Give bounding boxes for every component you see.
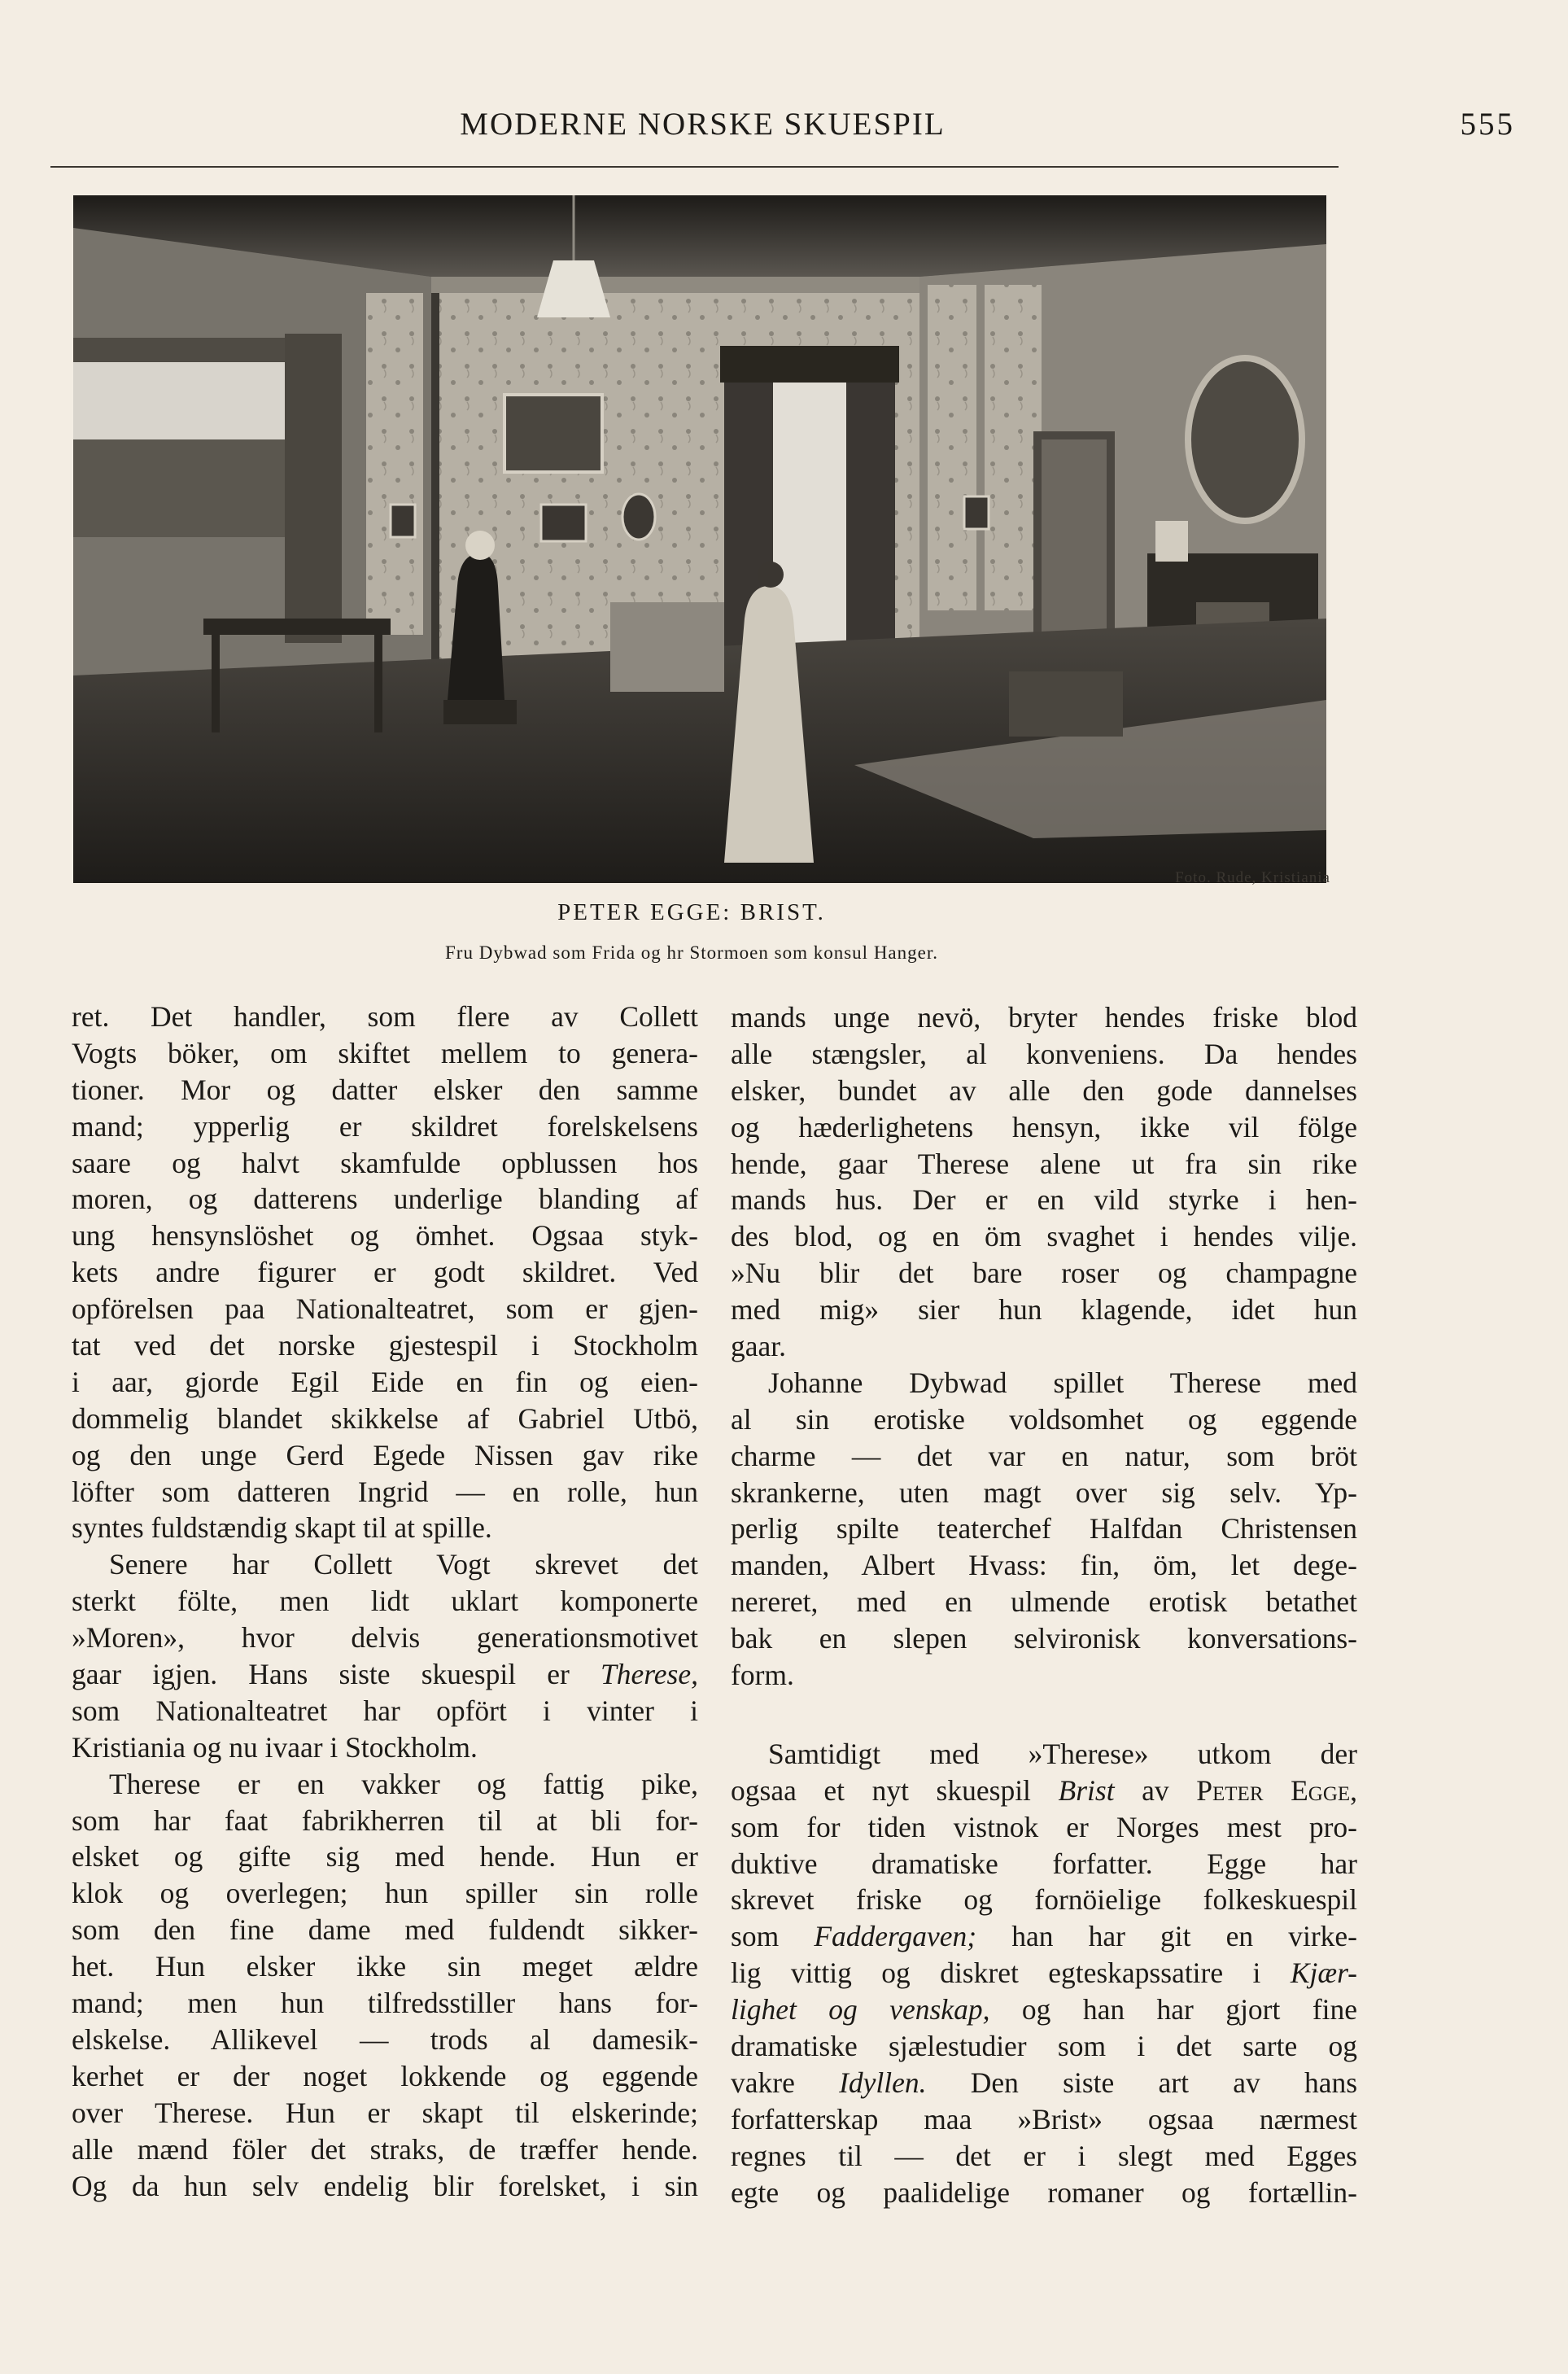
text-run: Den siste art av hans: [970, 2066, 1358, 2099]
text-line: med mig» sier hun klagende, idet hun: [731, 1293, 1357, 1327]
text-run: av: [1142, 1773, 1169, 1807]
text-line: Therese er en vakker og fattig pike,: [109, 1767, 698, 1800]
play-title-kjaerlighet-cont: lighet og venskap,: [731, 1993, 990, 2026]
text-line: löfter som datteren Ingrid — en rolle, hun: [72, 1475, 698, 1508]
text-line: elsker, bundet av alle den gode dannelses: [731, 1073, 1357, 1107]
text-line: [731, 2065, 1357, 2101]
text-run: ogsaa et nyt skuespil: [731, 1773, 1031, 1807]
text-line: som den fine dame med fuldendt sikker-: [72, 1913, 698, 1947]
text-line: [731, 1918, 1357, 1955]
text-line: moren, og datterens underlige blanding af: [72, 1183, 698, 1216]
text-line: som har faat fabrikherren til at bli for-: [72, 1803, 698, 1837]
text-line: het. Hun elsker ikke sin meget ældre: [72, 1950, 698, 1983]
text-line: Senere har Collett Vogt skrevet det: [109, 1548, 698, 1581]
text-run: vakre: [731, 2066, 795, 2099]
running-title: MODERNE NORSKE SKUESPIL: [460, 107, 946, 142]
play-title-therese: Therese,: [601, 1658, 698, 1691]
text-line: tat ved det norske gjestespil i Stockholm: [72, 1329, 698, 1362]
text-line: dramatiske sjælestudier som i det sarte og: [731, 2030, 1357, 2063]
text-line: egte og paalidelige romaner og fortællin-: [731, 2175, 1357, 2209]
text-line: »Nu blir det bare roser og champagne: [731, 1257, 1357, 1290]
text-line: mand; ypperlig er skildret forelskelsens: [72, 1109, 698, 1143]
paragraph-gap: [731, 1694, 1357, 1736]
text-line: sterkt fölte, men lidt uklart komponerte: [72, 1585, 698, 1618]
text-run: og han har gjort fine: [1021, 1993, 1358, 2026]
text-line: »Moren», hvor delvis generationsmotivet: [72, 1621, 698, 1655]
text-line: [731, 1991, 1357, 2028]
play-title-brist: Brist: [1058, 1773, 1115, 1807]
text-line: mands hus. Der er en vild styrke i hen-: [731, 1183, 1357, 1217]
text-line: opförelsen paa Nationalteatret, som er gjen-: [72, 1292, 698, 1326]
text-line: alle stængsler, al konveniens. Da hendes: [731, 1037, 1357, 1070]
play-title-kjaerlighet: Kjær-: [1290, 1956, 1357, 1990]
text-line: som Nationalteatret har opfört i vinter i: [72, 1694, 698, 1727]
text-line: tioner. Mor og datter elsker den samme: [72, 1073, 698, 1106]
text-line: kets andre figurer er godt skildret. Ved: [72, 1256, 698, 1289]
text-run: gaar igjen. Hans siste skuespil er: [72, 1658, 570, 1691]
text-line: [72, 1656, 698, 1693]
photo-credit: Foto. Rude, Kristiania: [1175, 869, 1330, 886]
text-line: hende, gaar Therese alene ut fra sin rike: [731, 1147, 1357, 1180]
author-name: Peter Egge,: [1196, 1773, 1358, 1807]
text-line: elsket og gifte sig med hende. Hun er: [72, 1840, 698, 1873]
text-line: Vogts böker, om skiftet mellem to genera-: [72, 1036, 698, 1069]
text-line: kerhet er der noget lokkende og eggende: [72, 2059, 698, 2092]
text-line: og den unge Gerd Egede Nissen gav rike: [72, 1438, 698, 1471]
play-title-faddergaven: Faddergaven;: [814, 1920, 977, 1953]
text-line: Johanne Dybwad spillet Therese med: [768, 1366, 1357, 1399]
text-line: over Therese. Hun er skapt til elskerinde;: [72, 2096, 698, 2129]
text-line: skrankerne, uten magt over sig selv. Yp-: [731, 1476, 1357, 1509]
text-line: forfatterskap maa »Brist» ogsaa nærmest: [731, 2102, 1357, 2136]
text-line: Kristiania og nu ivaar i Stockholm.: [72, 1730, 478, 1764]
text-line: bak en slepen selvironisk konversations-: [731, 1622, 1357, 1655]
text-line: skrevet friske og fornöielige folkeskuespil: [731, 1883, 1357, 1917]
text-line: [731, 1773, 1357, 1809]
text-line: gaar.: [731, 1330, 787, 1363]
text-line: i aar, gjorde Egil Eide en fin og eien-: [72, 1365, 698, 1398]
text-line: mands unge nevö, bryter hendes friske blod: [731, 1001, 1357, 1034]
header-rule: [50, 166, 1339, 168]
text-line: klok og overlegen; hun spiller sin rolle: [72, 1877, 698, 1910]
text-line: al sin erotiske voldsomhet og eggende: [731, 1402, 1357, 1436]
text-line: regnes til — det er i slegt med Egges: [731, 2139, 1357, 2172]
text-run: lig vittig og diskret egteskapssatire i: [731, 1956, 1261, 1990]
caption-title: PETER EGGE: BRIST.: [557, 899, 826, 925]
text-line: syntes fuldstændig skapt til at spille.: [72, 1511, 492, 1545]
text-line: Og da hun selv endelig blir forelsket, i sin: [72, 2169, 698, 2202]
page-number: 555: [1460, 107, 1515, 142]
right-column: [731, 999, 1357, 2211]
text-line: perlig spilte teaterchef Halfdan Christensen: [731, 1512, 1357, 1546]
stage-photograph: [73, 195, 1326, 883]
text-line: manden, Albert Hvass: fin, öm, let dege-: [731, 1549, 1357, 1582]
left-column: [72, 999, 698, 2204]
text-line: saare og halvt skamfulde opblussen hos: [72, 1146, 698, 1179]
text-line: form.: [731, 1659, 794, 1692]
text-line: elskelse. Allikevel — trods al damesik-: [72, 2022, 698, 2056]
text-line: duktive dramatiske forfatter. Egge har: [731, 1847, 1357, 1880]
text-line: dommelig blandet skikkelse af Gabriel Utbö,: [72, 1401, 698, 1435]
text-line: ret. Det handler, som flere av Collett: [72, 1000, 698, 1033]
text-line: des blod, og en öm svaghet i hendes vilje.: [731, 1220, 1357, 1253]
caption-subtitle: Fru Dybwad som Frida og hr Stormoen som konsul Hanger.: [445, 942, 938, 963]
text-run: han har git en virke-: [1011, 1920, 1358, 1953]
text-line: [731, 1955, 1357, 1991]
text-line: nereret, med en ulmende erotisk betathet: [731, 1585, 1357, 1619]
text-line: charme — det var en natur, som bröt: [731, 1439, 1357, 1472]
play-title-idyllen: Idyllen.: [839, 2066, 927, 2099]
text-line: alle mænd föler det straks, de træffer hende.: [72, 2132, 698, 2166]
text-run: som: [731, 1920, 780, 1953]
text-line: som for tiden vistnok er Norges mest pro-: [731, 1810, 1357, 1843]
text-line: mand; men hun tilfredsstiller hans for-: [72, 1987, 698, 2020]
text-line: Samtidigt med »Therese» utkom der: [768, 1737, 1357, 1770]
text-line: og hæderlighetens hensyn, ikke vil fölge: [731, 1110, 1357, 1143]
running-head: [57, 106, 1515, 155]
text-line: ung hensynslöshet og ömhet. Ogsaa styk-: [72, 1219, 698, 1253]
